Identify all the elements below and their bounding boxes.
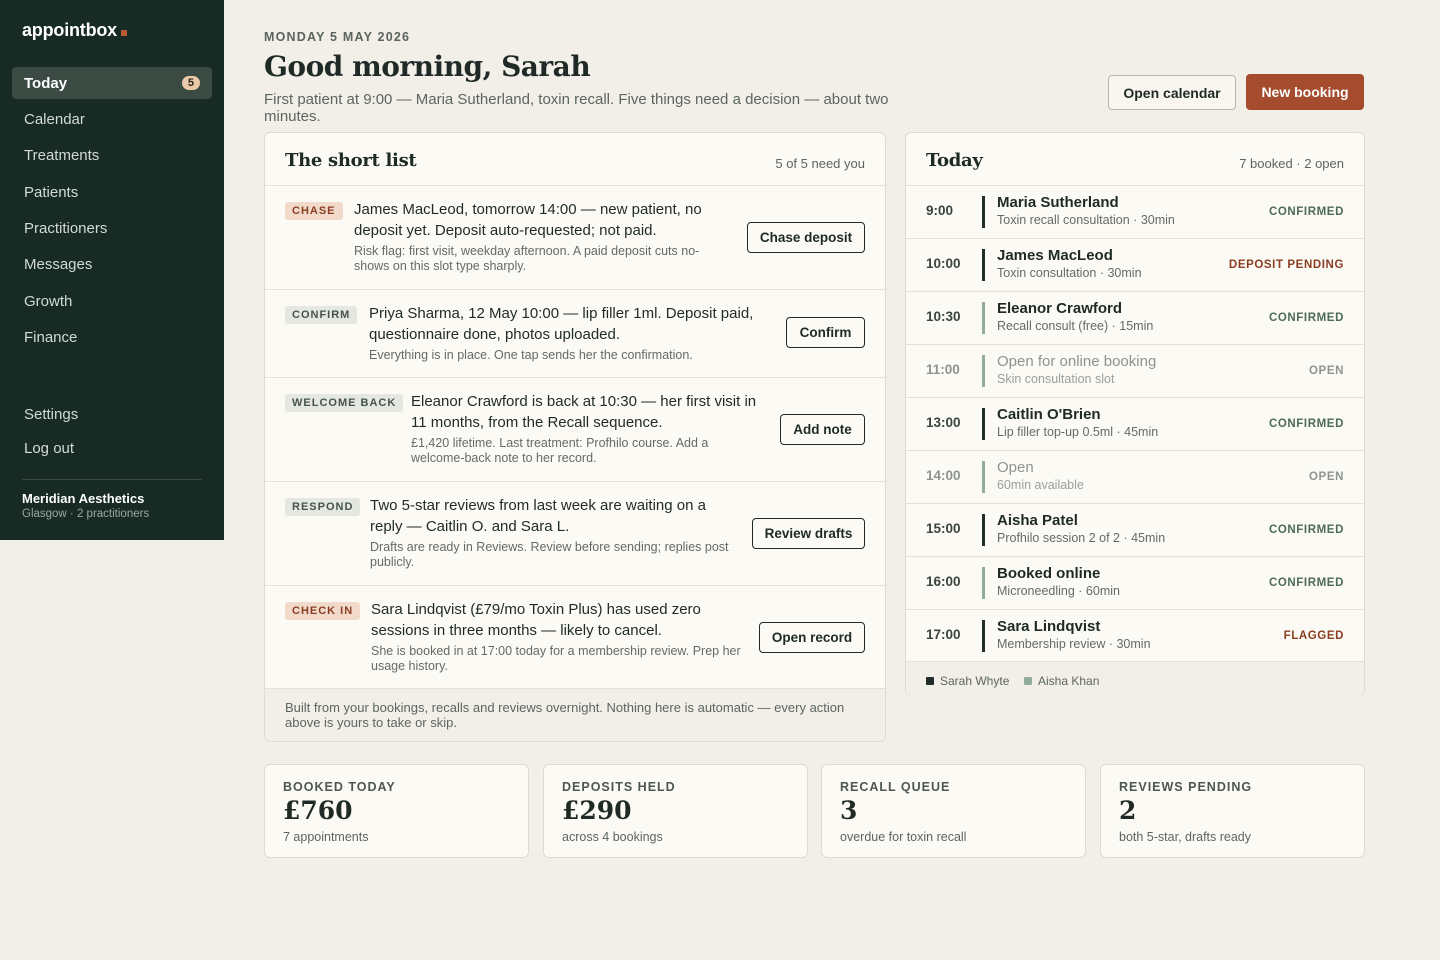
appointment-row[interactable] [906,344,1364,397]
status-badge: OPEN [1309,365,1344,377]
legend-item [1024,674,1099,688]
stat-label: DEPOSITS HELD [562,780,676,794]
sidebar-item-label: Settings [24,405,79,423]
practitioner-legend [906,661,1364,696]
sidebar-item-calendar[interactable] [12,103,212,135]
sidebar-divider [22,479,202,480]
open-record-button[interactable]: Open record [759,622,865,653]
legend-swatch-icon [1024,677,1032,685]
open-calendar-button[interactable]: Open calendar [1108,75,1236,110]
appointment-detail: Lip filler top-up 0.5ml · 45min [997,425,1159,439]
stat-value: 2 [1119,796,1137,825]
appointment-time: 9:00 [926,203,954,218]
sidebar-item-label: Messages [24,256,93,274]
appointment-patient: James MacLeod [997,247,1113,264]
sidebar-item-practitioners[interactable] [12,213,212,245]
short-list-card [264,132,886,742]
appointment-detail: Recall consult (free) · 15min [997,319,1154,333]
appointment-patient: Aisha Patel [997,512,1078,529]
status-badge: FLAGGED [1283,630,1344,642]
list-item [265,585,885,688]
appointment-time: 13:00 [926,415,961,430]
appointment-patient: Booked online [997,565,1101,582]
list-item [265,289,885,377]
practitioner-bar [982,461,985,493]
appointment-detail: Profhilo session 2 of 2 · 45min [997,531,1166,545]
list-item [265,185,885,289]
practitioner-bar [982,408,985,440]
check-in-tag: CHECK IN [285,602,360,620]
list-item-text: Priya Sharma, 12 May 10:00 — lip filler 1ml. Deposit paid, questionnaire done, photos uploaded. [369,305,754,343]
appointment-time: 14:00 [926,468,961,483]
appointment-row[interactable] [906,397,1364,450]
appointment-time: 10:30 [926,309,961,324]
list-item-note: Everything is in place. One tap sends her the confirmation. [369,348,693,362]
sidebar-item-messages[interactable] [12,249,212,281]
stat-card-recall-queue [821,764,1086,858]
status-badge: CONFIRMED [1268,418,1344,430]
schedule-title: Today [926,150,983,171]
appointment-row[interactable] [906,503,1364,556]
list-item-text: Eleanor Crawford is back at 10:30 — her first visit in 11 months, from the Recall sequence. [411,393,757,431]
list-item [265,481,885,585]
add-note-button[interactable]: Add note [780,414,865,445]
sidebar-item-patients[interactable] [12,176,212,208]
appointment-row[interactable] [906,238,1364,291]
stat-label: BOOKED TODAY [283,780,396,794]
sidebar-item-today[interactable] [12,67,212,99]
respond-tag: RESPOND [285,498,360,516]
appointment-detail: Toxin consultation · 30min [997,266,1142,280]
short-list-footer-text: Built from your bookings, recalls and reviews overnight. Nothing here is automatic — every action above is yours to take or skip. [285,700,845,730]
stat-card-deposits-held [543,764,808,858]
appointment-time: 11:00 [926,362,960,377]
stat-value: 3 [840,796,858,825]
sidebar-item-growth[interactable] [12,285,212,317]
practitioner-bar [982,249,985,281]
stat-label: RECALL QUEUE [840,780,951,794]
appointment-patient: Open for online booking [997,353,1157,370]
appointment-detail: Skin consultation slot [997,372,1115,386]
practitioner-bar [982,196,985,228]
status-badge: CONFIRMED [1268,524,1344,536]
appointment-detail: Toxin recall consultation · 30min [997,213,1175,227]
appointment-row[interactable] [906,556,1364,609]
sidebar-item-settings[interactable] [12,398,212,430]
appointment-patient: Open [997,459,1034,476]
chase-tag: CHASE [285,202,343,220]
appointment-time: 10:00 [926,256,961,271]
list-item-text: James MacLeod, tomorrow 14:00 — new patient, no deposit yet. Deposit auto-requested; not paid. [354,201,702,239]
list-item-note: Drafts are ready in Reviews. Review before sending; replies post publicly. [370,540,729,569]
legend-item [926,674,1009,688]
practitioner-bar [982,514,985,546]
stat-label: REVIEWS PENDING [1119,780,1253,794]
sidebar-item-label: Patients [24,183,79,201]
sidebar-item-label: Growth [24,292,73,310]
appointment-row[interactable] [906,609,1364,662]
stat-subtext: 7 appointments [283,830,369,844]
practitioner-bar [982,302,985,334]
chase-deposit-button[interactable]: Chase deposit [747,222,865,253]
status-badge: DEPOSIT PENDING [1228,259,1344,271]
today-schedule-card [905,132,1365,696]
appointment-time: 15:00 [926,521,961,536]
clinic-name: Meridian Aesthetics [22,491,145,506]
legend-label: Aisha Khan [1038,674,1100,688]
secondary-nav [12,398,212,466]
clinic-subtitle: Glasgow · 2 practitioners [22,508,150,520]
appointment-row[interactable] [906,185,1364,238]
sidebar-item-label: Finance [24,329,78,347]
status-badge: CONFIRMED [1268,577,1344,589]
practitioner-bar [982,567,985,599]
practitioner-bar [982,620,985,652]
stat-card-reviews-pending [1100,764,1365,858]
status-badge: CONFIRMED [1268,312,1344,324]
appointment-row[interactable] [906,291,1364,344]
intro-text: First patient at 9:00 — Maria Sutherland, toxin recall. Five things need a decision — about two minutes. [264,91,889,125]
confirm-tag: CONFIRM [285,306,357,324]
sidebar [0,0,224,540]
appointment-detail: 60min available [997,478,1084,492]
legend-swatch-icon [926,677,934,685]
list-item-note: Risk flag: first visit, weekday afternoon. A paid deposit cuts no-shows on this slot type sharply. [354,244,700,273]
review-drafts-button[interactable]: Review drafts [752,518,865,549]
appointment-patient: Caitlin O'Brien [997,406,1101,423]
short-list-count: 5 of 5 need you [775,156,865,171]
schedule-summary: 7 booked · 2 open [1239,156,1344,171]
sidebar-item-label: Practitioners [24,220,108,238]
appointment-time: 17:00 [926,627,961,642]
sidebar-item-label: Today [24,74,68,92]
practitioner-bar [982,355,985,387]
short-list-title: The short list [285,150,417,171]
main-nav [12,67,212,358]
stat-value: £290 [562,796,632,825]
status-badge: CONFIRMED [1268,206,1344,218]
stat-subtext: both 5-star, drafts ready [1119,830,1252,844]
short-list-footer [265,688,885,741]
sidebar-item-treatments[interactable] [12,140,212,172]
page-title: Good morning, Sarah [264,50,591,83]
stat-subtext: overdue for toxin recall [840,830,967,844]
confirm-button[interactable]: Confirm [786,317,865,348]
date-label: MONDAY 5 MAY 2026 [264,30,411,44]
today-count-badge: 5 [182,76,200,90]
new-booking-button[interactable]: New booking [1246,74,1364,110]
sidebar-item-label: Log out [24,439,75,457]
sidebar-item-finance[interactable] [12,322,212,354]
appointment-detail: Microneedling · 60min [997,584,1120,598]
appointment-detail: Membership review · 30min [997,637,1151,651]
appointment-time: 16:00 [926,574,961,589]
list-item-note: She is booked in at 17:00 today for a membership review. Prep her usage history. [371,644,741,673]
sidebar-item-logout[interactable] [12,432,212,464]
status-badge: OPEN [1309,471,1344,483]
stat-value: £760 [283,796,353,825]
sidebar-item-label: Calendar [24,110,85,128]
list-item-text: Sara Lindqvist (£79/mo Toxin Plus) has used zero sessions in three months — likely to cancel. [371,601,701,639]
list-item-text: Two 5-star reviews from last week are waiting on a reply — Caitlin O. and Sara L. [370,497,706,535]
appointment-row[interactable] [906,450,1364,503]
sidebar-item-label: Treatments [24,147,100,165]
brand-dot-icon [121,30,127,36]
appointment-patient: Maria Sutherland [997,194,1119,211]
welcome-back-tag: WELCOME BACK [285,394,403,412]
list-item [265,377,885,481]
list-item-note: £1,420 lifetime. Last treatment: Profhilo course. Add a welcome-back note to her record. [411,436,709,465]
appointment-patient: Eleanor Crawford [997,300,1123,317]
stat-card-booked-today [264,764,529,858]
brand-logo[interactable] [22,20,127,41]
legend-label: Sarah Whyte [940,674,1010,688]
stat-subtext: across 4 bookings [562,830,663,844]
appointment-patient: Sara Lindqvist [997,618,1101,635]
brand-name: appointbox [22,20,117,40]
